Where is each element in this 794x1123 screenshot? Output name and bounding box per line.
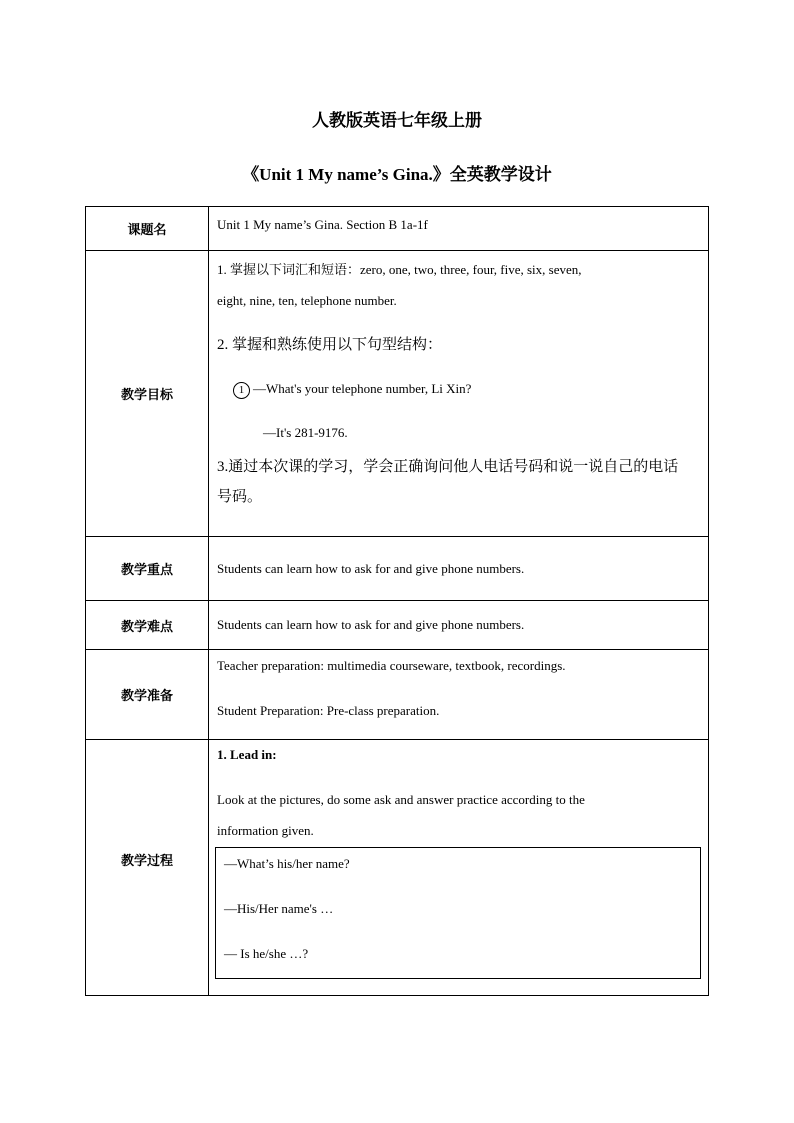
document-subtitle: 《Unit 1 My name’s Gina.》全英教学设计 xyxy=(242,165,552,184)
process-line-1: Look at the pictures, do some ask and answer practice according to the xyxy=(217,792,585,807)
row-label-key-points: 教学重点 xyxy=(86,537,209,601)
row-label-topic: 课题名 xyxy=(86,207,209,251)
objective-line-6: 3.通过本次课的学习，学会正确询问他人电话号码和说一说自己的电话 xyxy=(217,459,679,475)
objective-line-3: 2. 掌握和熟练使用以下句型结构： xyxy=(217,337,443,353)
difficulties-text: Students can learn how to ask for and give phone numbers. xyxy=(217,617,525,632)
objective-sentence-question xyxy=(217,379,700,399)
circled-number-one-icon: 1 xyxy=(233,382,250,399)
row-label-objectives: 教学目标 xyxy=(86,251,209,537)
table-row-topic xyxy=(86,207,709,251)
objective-line-1: 1. 掌握以下词汇和短语：zero, one, two, three, four, five, six, seven, xyxy=(217,262,582,277)
row-content-key-points xyxy=(209,537,709,601)
lead-in-heading: 1. Lead in: xyxy=(217,747,277,762)
row-content-topic xyxy=(209,207,709,251)
dialogue-line-2: —His/Her name's … xyxy=(224,901,334,916)
row-label-process-cell xyxy=(86,740,209,996)
row-label-preparation: 教学准备 xyxy=(86,650,209,740)
table-row-preparation xyxy=(86,650,709,740)
row-label-process: 教学过程 xyxy=(120,853,173,868)
key-points-text: Students can learn how to ask for and give phone numbers. xyxy=(217,560,525,576)
document-title: 人教版英语七年级上册 xyxy=(312,111,482,130)
table-row-process xyxy=(86,740,709,996)
table-row-difficulties xyxy=(86,601,709,650)
row-label-difficulties: 教学难点 xyxy=(86,601,209,650)
dialogue-line-3: — Is he/she …? xyxy=(224,946,309,961)
objective-line-2: eight, nine, ten, telephone number. xyxy=(217,293,397,308)
objective-line-7: 号码。 xyxy=(217,489,263,505)
row-content-process xyxy=(209,740,709,996)
question-text: —What's your telephone number, Li Xin? xyxy=(253,381,472,396)
row-content-objectives xyxy=(209,251,709,537)
topic-text: Unit 1 My name’s Gina. Section B 1a-1f xyxy=(217,217,428,232)
lesson-plan-table xyxy=(85,206,709,996)
dialogue-line-1: —What’s his/her name? xyxy=(224,856,350,871)
student-preparation-text: Student Preparation: Pre-class preparation. xyxy=(217,703,440,718)
row-content-preparation xyxy=(209,650,709,740)
table-row-key-points xyxy=(86,537,709,601)
objective-sentence-answer: —It's 281-9176. xyxy=(263,425,348,440)
process-line-2: information given. xyxy=(217,823,314,838)
dialogue-box xyxy=(215,847,701,979)
teacher-preparation-text: Teacher preparation: multimedia courseware, textbook, recordings. xyxy=(217,658,566,673)
row-content-difficulties xyxy=(209,601,709,650)
table-row-objectives xyxy=(86,251,709,537)
